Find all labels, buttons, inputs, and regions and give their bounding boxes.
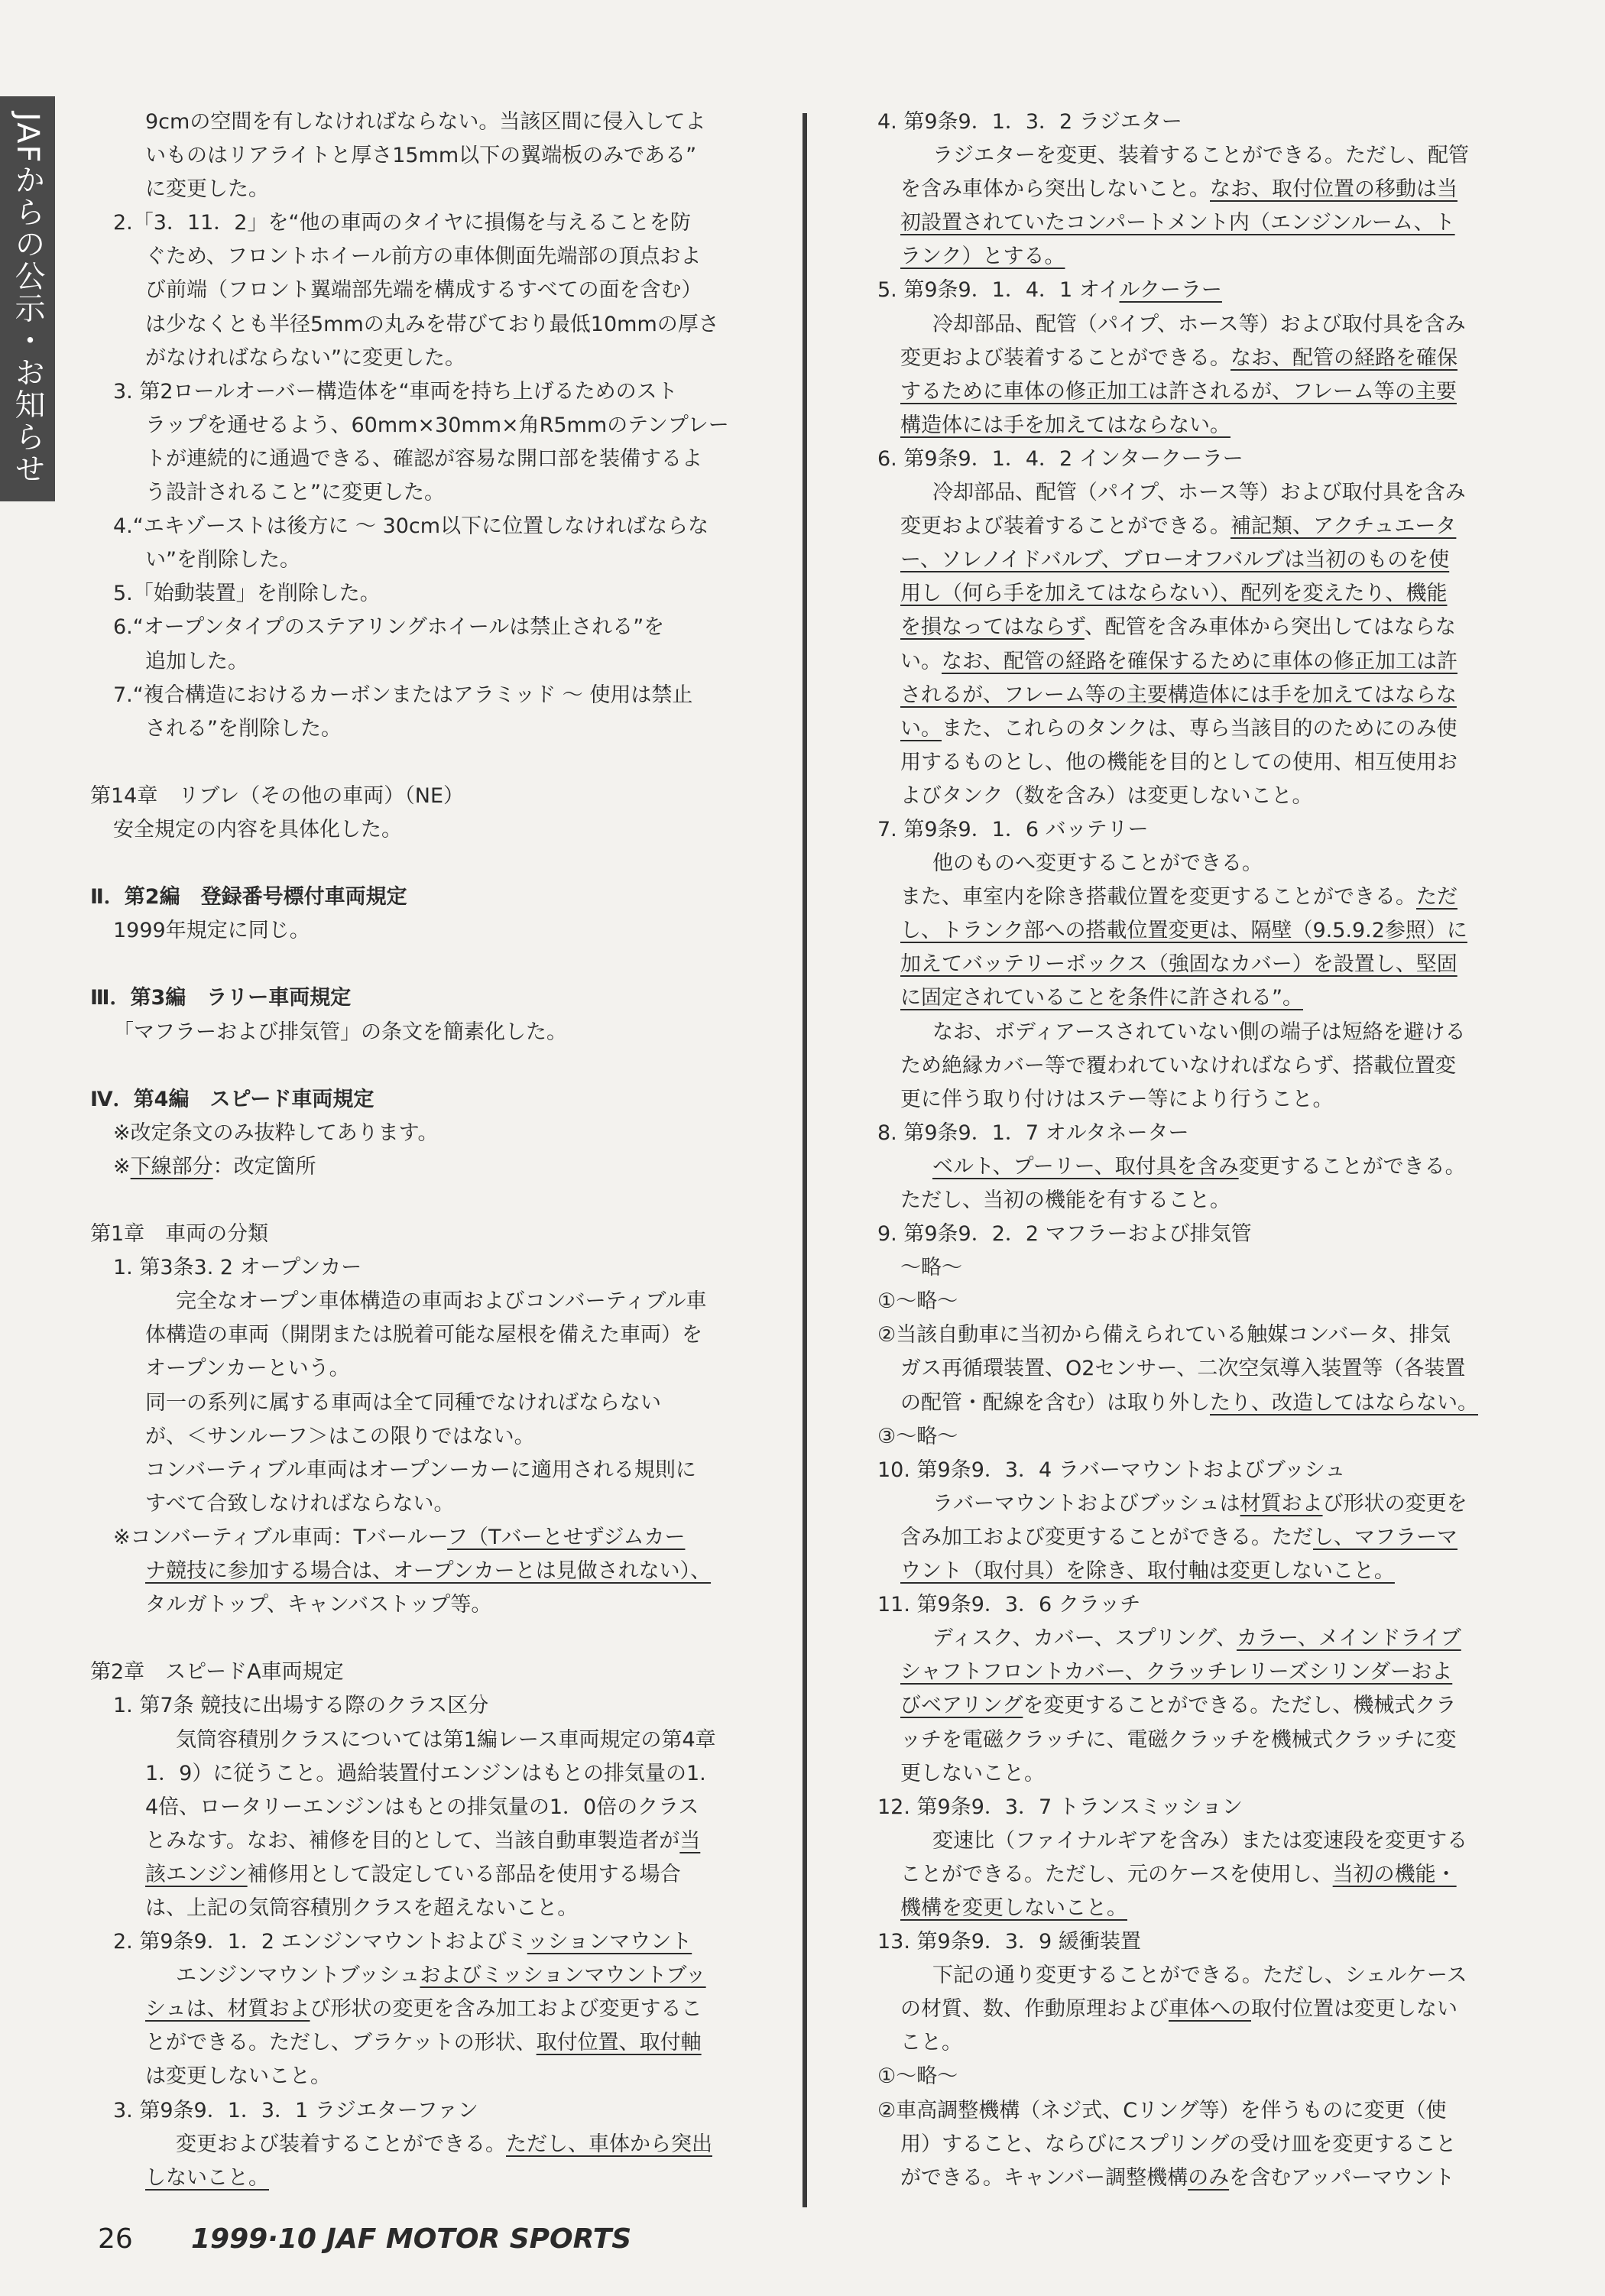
text-line xyxy=(877,1892,1524,1925)
text-line: Ⅱ．第2編 登録番号標付車両規定 xyxy=(90,885,407,910)
text-line: ぐため、フロントホイール前方の車体側面先端部の頂点およ xyxy=(145,245,702,269)
text-line: 5. 第9条9．1．4．1 オイルクーラー xyxy=(877,278,1222,303)
text-line: ことができる。ただし、元のケースを使用し、当初の機能・ xyxy=(900,1862,1457,1886)
column-divider xyxy=(802,113,807,2207)
text-line: とができる。ただし、ブラケットの形状、取付位置、取付軸 xyxy=(145,2031,702,2055)
text-line: 「マフラーおよび排気管」の条文を簡素化した。 xyxy=(113,1020,567,1044)
text-line: は、上記の気筒容積別クラスを超えないこと。 xyxy=(145,1895,579,1920)
text-line xyxy=(90,1622,763,1656)
underlined-revision: ランク）とする。 xyxy=(900,245,1065,269)
text-line: い”を削除した。 xyxy=(145,548,300,572)
text-line xyxy=(90,1184,763,1218)
text-line xyxy=(877,948,1524,981)
text-line: Ⅳ．第4編 スピード車両規定 xyxy=(90,1087,374,1111)
text-line: が、＜サンルーフ＞はこの限りではない。 xyxy=(145,1424,535,1448)
text-line: 用するものとし、他の機能を目的としての使用、相互使用お xyxy=(900,750,1457,774)
text-line: 更に伴う取り付けはステー等により行うこと。 xyxy=(900,1087,1334,1111)
text-line: とみなす。なお、補修を目的として、当該自動車製造者が当 xyxy=(145,1828,701,1853)
underlined-revision: ただ xyxy=(1416,885,1457,910)
text-line: 含み加工および変更することができる。ただし、マフラーマ xyxy=(900,1525,1457,1549)
text-line: は変更しないこと。 xyxy=(145,2064,331,2089)
underlined-revision: するために車体の修正加工は許されるが、フレーム等の主要 xyxy=(900,379,1457,404)
underlined-revision: のみ xyxy=(1188,2165,1230,2190)
text-line: 11. 第9条9．3．6 クラッチ xyxy=(877,1593,1141,1617)
text-line: 第14章 リブレ（その他の車両）（NE） xyxy=(90,783,465,808)
text-line: ラバーマウントおよびブッシュは材質および形状の変更を xyxy=(932,1491,1467,1516)
underlined-revision: 取付位置、取付軸 xyxy=(536,2031,702,2055)
text-line: ラップを通せるよう、60mm×30mm×角R5mmのテンプレー xyxy=(145,413,729,437)
text-line xyxy=(877,240,1524,274)
text-line: ①～略～ xyxy=(877,2064,958,2089)
text-line: の配管・配線を含む）は取り外したり、改造してはならない。 xyxy=(900,1390,1478,1415)
underlined-revision: に固定されていることを条件に許される”。 xyxy=(900,986,1303,1010)
text-line: 変更および装着することができる。ただし、車体から突出 xyxy=(176,2132,712,2156)
text-line: に変更した。 xyxy=(145,177,269,202)
underlined-revision: シュは、材質およ xyxy=(145,1997,310,2022)
text-line: オープンカーという。 xyxy=(145,1357,350,1381)
text-line: ッチを電磁クラッチに、電磁クラッチを機械式クラッチに変 xyxy=(900,1727,1457,1752)
underlined-revision: し、トランク部への搭載位置変更は、隔壁（9.5.9.2参照）に xyxy=(900,919,1467,943)
text-line: コンバーティブル車両はオープンーカーに適用される規則に xyxy=(145,1458,696,1482)
text-line: 3. 第9条9．1．3．1 ラジエターファン xyxy=(113,2098,478,2123)
underlined-revision: およびミッションマウントブッ xyxy=(420,1964,706,1988)
text-line: 2. 第9条9．1．2 エンジンマウントおよびミッションマウント xyxy=(113,1930,692,1954)
text-line: 安全規定の内容を具体化した。 xyxy=(113,817,402,842)
underlined-revision: を損なってはならず xyxy=(900,615,1085,640)
text-line: 13. 第9条9．3．9 緩衝装置 xyxy=(877,1930,1141,1954)
underlined-revision: ナ競技に参加する場合は、オープンカーとは見做されない）、 xyxy=(145,1559,712,1584)
text-line xyxy=(877,206,1524,240)
underlined-revision: 当初の機能・ xyxy=(1332,1862,1457,1886)
underlined-revision: 車体への xyxy=(1169,1997,1251,2022)
underlined-revision: ただし、車体から突出 xyxy=(506,2132,712,2156)
text-line: 6.“オープンタイプのステアリングホイールは禁止される”を xyxy=(113,615,665,640)
text-line: 12. 第9条9．3．7 トランスミッション xyxy=(877,1795,1243,1819)
text-line: 2.「3．11．2」を“他の車両のタイヤに損傷を与えることを防 xyxy=(113,211,691,235)
text-line: 該エンジン補修用として設定している部品を使用する場合 xyxy=(145,1862,681,1886)
text-line: よびタンク（数を含み）は変更しないこと。 xyxy=(900,783,1313,808)
page-footer xyxy=(98,2223,632,2256)
text-line: なお、ボディアースされていない側の端子は短絡を避ける xyxy=(932,1020,1466,1044)
text-line: 変更および装着することができる。補記類、アクチュエータ xyxy=(900,514,1457,539)
text-line xyxy=(90,1555,763,1588)
left-column xyxy=(90,105,763,2195)
side-section-tab: JAFからの公示・お知らせ xyxy=(0,96,55,501)
text-line: 4倍、ロータリーエンジンはもとの排気量の1．0倍のクラス xyxy=(145,1795,699,1819)
underlined-revision: なお、配管の経路を確保するために車体の修正加工は許 xyxy=(942,649,1457,673)
text-line: う設計されること”に変更した。 xyxy=(145,481,445,505)
text-line: い。また、これらのタンクは、専ら当該目的のためにのみ使 xyxy=(900,716,1457,741)
text-line: 1．9）に従うこと。過給装置付エンジンはもとの排気量の1. xyxy=(145,1761,706,1785)
text-line: ※改定条文のみ抜粋してあります。 xyxy=(113,1120,439,1145)
text-line: Ⅲ．第3編 ラリー車両規定 xyxy=(90,986,352,1010)
text-line: 9. 第9条9．2．2 マフラーおよび排気管 xyxy=(877,1222,1252,1247)
text-line: 8. 第9条9．1．7 オルタネーター xyxy=(877,1120,1189,1145)
text-line: こと。 xyxy=(900,2031,962,2055)
underlined-revision: たり、改造してはならない。 xyxy=(1210,1390,1478,1415)
text-line: 3. 第2ロールオーバー構造体を“車両を持ち上げるためのスト xyxy=(113,379,678,404)
text-line xyxy=(877,1656,1524,1689)
underlined-revision: 加えてバッテリーボックス（強固なカバー）を設置し、堅固 xyxy=(900,952,1457,977)
text-line: 9cmの空間を有しなければならない。当該区間に侵入してよ xyxy=(145,110,706,134)
text-line: を含み車体から突出しないこと。なお、取付位置の移動は当 xyxy=(900,177,1457,202)
underlined-revision: し、マフラーマ xyxy=(1313,1525,1457,1549)
underlined-revision: 補記類、アクチュエータ xyxy=(1230,514,1457,539)
text-line: いものはリアライトと厚さ15mm以下の翼端板のみである” xyxy=(145,144,697,168)
text-line: びベアリングを変更することができる。ただし、機械式クラ xyxy=(900,1694,1457,1718)
text-line: ガス再循環装置、O2センサー、二次空気導入装置等（各装置 xyxy=(900,1357,1466,1381)
text-line: び前端（フロント翼端部先端を構成するすべての面を含む） xyxy=(145,278,702,303)
text-line: は少なくとも半径5mmの丸みを帯びており最低10mmの厚さ xyxy=(145,312,719,336)
text-line: 冷却部品、配管（パイプ、ホース等）および取付具を含み xyxy=(932,481,1466,505)
text-line xyxy=(877,981,1524,1015)
underlined-revision: なお、取付位置の移動は当 xyxy=(1210,177,1457,202)
text-line: 追加した。 xyxy=(145,649,248,673)
underlined-revision: フ（Tバーとせずジムカー xyxy=(447,1525,686,1549)
text-line: ③～略～ xyxy=(877,1424,958,1448)
underlined-revision: カラー、メインドライブ xyxy=(1236,1626,1461,1651)
underlined-revision: ウント（取付具）を除き、取付軸は変更しないこと。 xyxy=(900,1559,1395,1584)
text-line: 更しないこと。 xyxy=(900,1761,1045,1785)
text-line: 第2章 スピードA車両規定 xyxy=(90,1660,344,1685)
underlined-revision: 初設置されていたコンパートメント内（エンジンルーム、ト xyxy=(900,211,1455,235)
text-line: 気筒容積別クラスについては第1編レース車両規定の第4章 xyxy=(176,1727,716,1752)
text-line xyxy=(90,1049,763,1083)
text-line: タルガトップ、キャンバストップ等。 xyxy=(145,1593,492,1617)
text-line: 冷却部品、配管（パイプ、ホース等）および取付具を含み xyxy=(932,312,1466,336)
underlined-revision: びベアリング xyxy=(900,1694,1023,1718)
underlined-revision: 該エンジン xyxy=(145,1862,248,1886)
text-line xyxy=(90,847,763,880)
underlined-revision: 下線部分 xyxy=(130,1154,213,1179)
text-line: ①～略～ xyxy=(877,1289,958,1314)
text-line: がなければならない”に変更した。 xyxy=(145,345,465,370)
text-line: 1999年規定に同じ。 xyxy=(113,919,310,943)
underlined-revision: ッションマウント xyxy=(527,1930,692,1954)
text-line: ※下線部分：改定箇所 xyxy=(113,1154,316,1179)
page-number: 26 xyxy=(98,2223,133,2255)
underlined-revision: されるが、フレーム等の主要構造体には手を加えてはならな xyxy=(900,683,1457,707)
text-line: 同一の系列に属する車両は全て同種でなければならない xyxy=(145,1390,661,1415)
underlined-revision: い。 xyxy=(900,716,942,741)
text-line: 1. 第3条3. 2 オープンカー xyxy=(113,1256,362,1280)
text-line xyxy=(90,746,763,780)
underlined-revision: 構造体には手を加えてはならない。 xyxy=(900,413,1230,437)
text-line: される”を削除した。 xyxy=(145,716,342,741)
magazine-title: 1999·10 JAF MOTOR SPORTS xyxy=(191,2223,632,2255)
text-line: ～略～ xyxy=(900,1256,962,1280)
underlined-revision: 機構を変更しないこと。 xyxy=(900,1895,1127,1920)
underlined-revision: なお、配管の経路を確保 xyxy=(1230,345,1457,370)
text-line: 4. 第9条9．1．3．2 ラジエター xyxy=(877,110,1182,134)
underlined-revision: ルクーラー xyxy=(1119,278,1222,303)
text-line: い。なお、配管の経路を確保するために車体の修正加工は許 xyxy=(900,649,1457,673)
text-line xyxy=(877,1555,1524,1588)
text-line: 6. 第9条9．1．4．2 インタークーラー xyxy=(877,446,1243,471)
text-line: 完全なオープン車体構造の車両およびコンバーティブル車 xyxy=(176,1289,707,1314)
text-line xyxy=(877,409,1524,443)
text-line: ただし、当初の機能を有すること。 xyxy=(900,1189,1230,1212)
text-line: トが連続的に通過できる、確認が容易な開口部を装備するよ xyxy=(145,446,702,471)
text-line: 5.「始動装置」を削除した。 xyxy=(113,582,381,606)
text-line: ディスク、カバー、スプリング、カラー、メインドライブ xyxy=(932,1626,1461,1651)
text-line: 第1章 車両の分類 xyxy=(90,1222,269,1247)
text-line: 1. 第7条 競技に出場する際のクラス区分 xyxy=(113,1694,489,1718)
text-line: 他のものへ変更することができる。 xyxy=(932,851,1263,876)
right-column xyxy=(877,105,1524,2195)
underlined-revision: 用し（何ら手を加えてはならない）、配列を変えたり、機能 xyxy=(900,582,1448,606)
underlined-revision: ー、ソレノイドバルブ、ブローオフバルブは当初のものを使 xyxy=(900,548,1450,572)
underlined-revision: ベルト、プーリー、取付具を含み xyxy=(932,1154,1239,1179)
text-line: シュは、材質および形状の変更を含み加工および変更するこ xyxy=(145,1997,702,2022)
text-line xyxy=(877,914,1524,948)
underlined-revision: しないこと。 xyxy=(145,2165,269,2190)
text-line: を損なってはならず、配管を含み車体から突出してはならな xyxy=(900,615,1456,640)
underlined-revision: 当 xyxy=(679,1828,701,1853)
text-line: 変更および装着することができる。なお、配管の経路を確保 xyxy=(900,345,1457,370)
text-line: の材質、数、作動原理および車体への取付位置は変更しない xyxy=(900,1997,1457,2022)
text-line: ラジエターを変更、装着することができる。ただし、配管 xyxy=(932,144,1469,168)
text-line: ②当該自動車に当初から備えられている触媒コンバータ、排気 xyxy=(877,1323,1451,1347)
text-line: 変速比（ファイナルギアを含み）または変速段を変更する xyxy=(932,1828,1468,1853)
text-line: 7. 第9条9．1．6 バッテリー xyxy=(877,817,1149,842)
text-line xyxy=(90,948,763,981)
text-line: 下記の通り変更することができる。ただし、シェルケース xyxy=(932,1964,1467,1988)
text-line: 7.“複合構造におけるカーボンまたはアラミッド ～ 使用は禁止 xyxy=(113,683,693,707)
text-line: ため絶縁カバー等で覆われていなければならず、搭載位置変 xyxy=(900,1053,1456,1078)
text-line xyxy=(90,2161,763,2195)
underlined-revision: 材質およ xyxy=(1240,1491,1323,1516)
text-line: エンジンマウントブッシュおよびミッションマウントブッ xyxy=(176,1964,706,1988)
text-line: 用）すること、ならびにスプリングの受け皿を変更すること xyxy=(900,2132,1457,2156)
text-line: また、車室内を除き搭載位置を変更することができる。ただ xyxy=(900,885,1457,910)
text-line: ベルト、プーリー、取付具を含み変更することができる。 xyxy=(932,1154,1466,1179)
text-line xyxy=(877,577,1524,611)
text-line xyxy=(877,679,1524,712)
text-line: ②車高調整機構（ネジ式、Cリング等）を伴うものに変更（使 xyxy=(877,2098,1447,2123)
text-line: 10. 第9条9．3．4 ラバーマウントおよびブッシュ xyxy=(877,1458,1346,1482)
text-line: ができる。キャンバー調整機構のみを含むアッパーマウント xyxy=(900,2165,1455,2190)
underlined-revision: シャフトフロントカバー、クラッチレリーズシリンダーおよ xyxy=(900,1660,1453,1685)
text-line: すべて合致しなければならない。 xyxy=(145,1491,455,1516)
text-line: 体構造の車両（開閉または脱着可能な屋根を備えた車両）を xyxy=(145,1323,702,1347)
text-line xyxy=(877,543,1524,577)
text-line: 4.“エキゾーストは後方に ～ 30cm以下に位置しなければならな xyxy=(113,514,709,539)
text-line xyxy=(877,375,1524,409)
text-line: ※コンバーティブル車両：Tバールーフ（Tバーとせずジムカー xyxy=(113,1525,686,1549)
